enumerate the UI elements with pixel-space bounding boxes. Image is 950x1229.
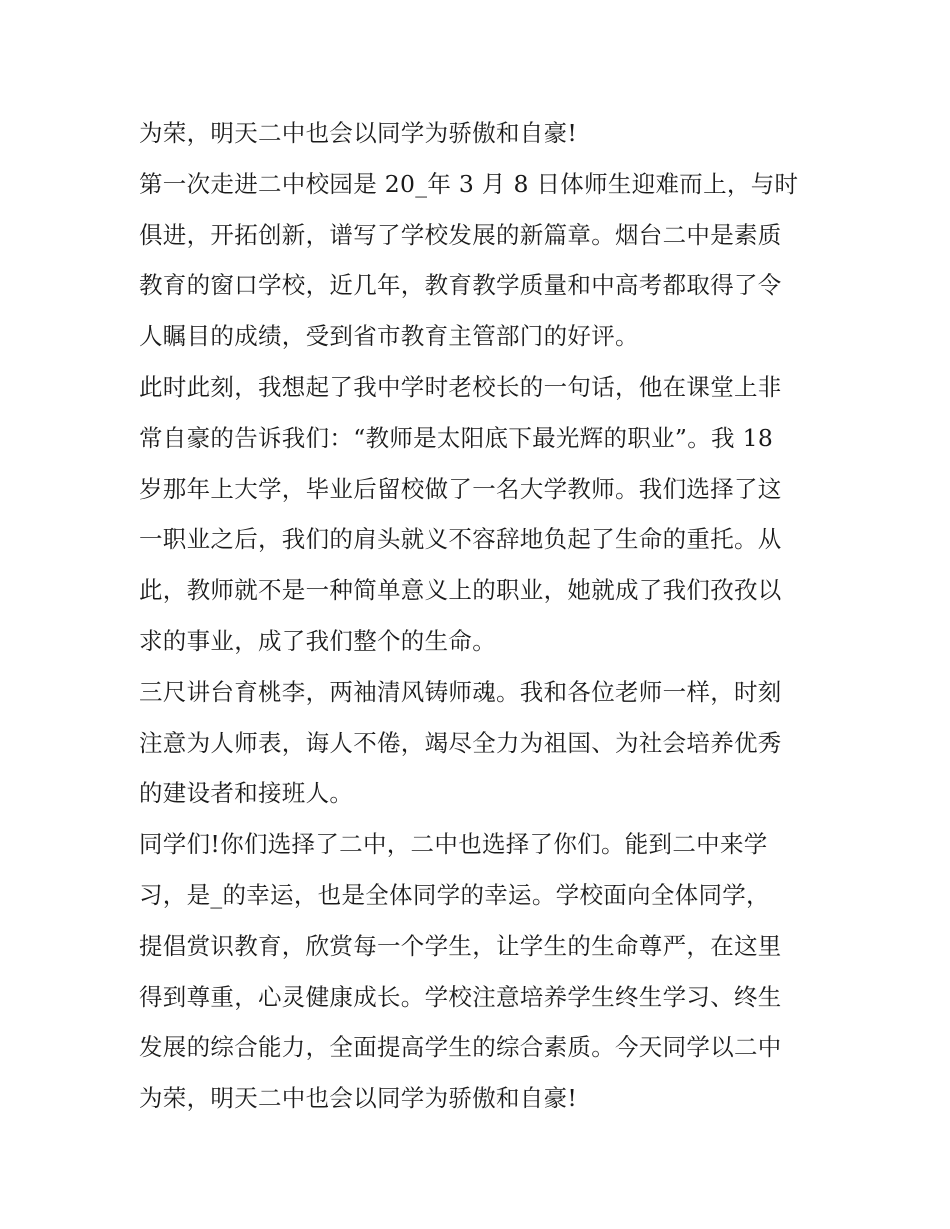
text-line: 为荣，明天二中也会以同学为骄傲和自豪! (139, 119, 578, 147)
text-line: 同学们!你们选择了二中，二中也选择了你们。能到二中来学 (139, 830, 768, 859)
text-line: 此时此刻，我想起了我中学时老校长的一句话，他在课堂上非 (139, 372, 782, 401)
text-line: 此，教师就不是一种简单意义上的职业，她就成了我们孜孜以 (139, 576, 782, 605)
text-line: 的建设者和接班人。 (139, 779, 354, 808)
text-line: 常自豪的告诉我们：“教师是太阳底下最光辉的职业”。我 18 (139, 423, 774, 452)
text-line: 一职业之后，我们的肩头就义不容辞地负起了生命的重托。从 (139, 525, 782, 554)
text-line: 人瞩目的成绩，受到省市教育主管部门的好评。 (139, 322, 639, 351)
document-body (139, 108, 819, 1124)
text-line: 教育的窗口学校，近几年，教育教学质量和中高考都取得了令 (139, 271, 782, 300)
text-line: 岁那年上大学，毕业后留校做了一名大学教师。我们选择了这 (139, 474, 782, 503)
text-line: 提倡赏识教育，欣赏每一个学生，让学生的生命尊严，在这里 (139, 931, 782, 960)
text-line: 求的事业，成了我们整个的生命。 (139, 626, 496, 655)
text-line: 得到尊重，心灵健康成长。学校注意培养学生终生学习、终生 (139, 982, 782, 1011)
text-line: 三尺讲台育桃李，两袖清风铸师魂。我和各位老师一样，时刻 (139, 677, 782, 706)
text-line: 习，是_的幸运，也是全体同学的幸运。学校面向全体同学， (139, 880, 770, 909)
text-line: 为荣，明天二中也会以同学为骄傲和自豪! (139, 1084, 578, 1113)
text-line: 俱进，开拓创新，谱写了学校发展的新篇章。烟台二中是素质 (139, 220, 782, 249)
text-line: 注意为人师表，诲人不倦，竭尽全力为祖国、为社会培养优秀 (139, 728, 782, 757)
text-line: 发展的综合能力，全面提高学生的综合素质。今天同学以二中 (139, 1033, 782, 1062)
text-line: 第一次走进二中校园是 20_年 3 月 8 日体师生迎难而上，与时 (139, 169, 799, 198)
